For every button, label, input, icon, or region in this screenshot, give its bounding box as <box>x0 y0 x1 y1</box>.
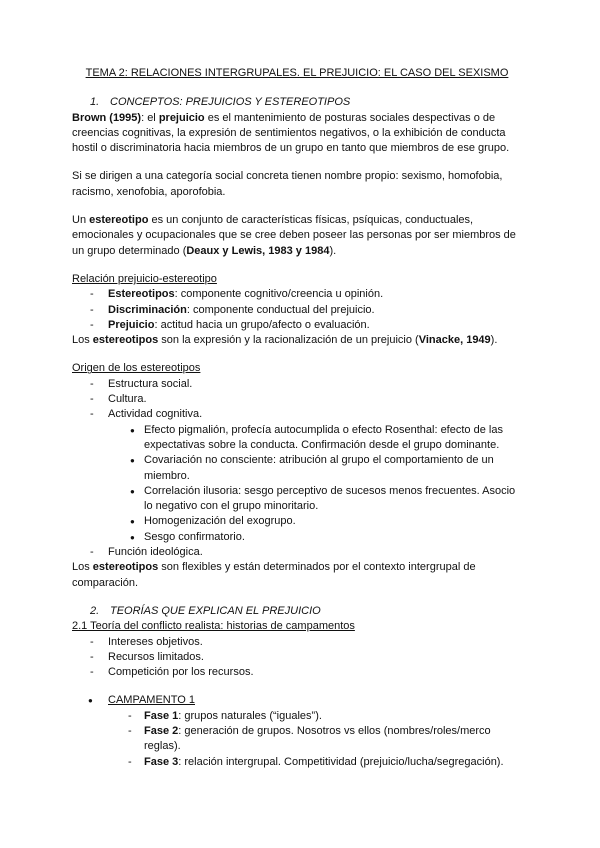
term: estereotipos <box>92 334 159 347</box>
text: Los <box>72 334 93 347</box>
text: son flexibles y están determinados por el contexto intergrupal de comparación. <box>72 561 476 589</box>
term: estereotipos <box>92 561 159 574</box>
paragraph-vinacke <box>72 333 522 348</box>
list-actividad-cognitiva <box>72 423 522 545</box>
term: Discriminación <box>108 303 187 316</box>
section-2-title: TEORÍAS QUE EXPLICAN EL PREJUICIO <box>110 604 321 617</box>
document-title: TEMA 2: RELACIONES INTERGRUPALES. EL PREJUICIO: EL CASO DEL SEXISMO <box>85 67 509 79</box>
list-origen <box>72 377 522 423</box>
list-item <box>72 318 522 333</box>
list-conflicto <box>72 635 522 681</box>
list-item: - Estructura social. <box>72 377 522 392</box>
heading-origen: Origen de los estereotipos <box>72 362 201 375</box>
list-item: - Actividad cognitiva. <box>72 407 522 422</box>
text: son la expresión y la racionalización de un prejuicio ( <box>158 334 419 347</box>
section-1-number: 1. <box>90 96 100 109</box>
list-item: - Competición por los recursos. <box>72 665 522 680</box>
text: : componente conductual del prejuicio. <box>186 303 375 316</box>
section-1-heading <box>90 95 522 110</box>
citation-vinacke: Vinacke, 1949 <box>418 334 491 347</box>
section-2-heading <box>90 604 522 619</box>
list-campamento <box>72 693 522 708</box>
text: Un <box>72 214 90 227</box>
term: Fase 1 <box>144 709 179 722</box>
citation-deaux: Deaux y Lewis, 1983 y 1984 <box>186 244 330 257</box>
term: Fase 3 <box>144 755 179 768</box>
list-item <box>72 709 522 724</box>
list-item: - Recursos limitados. <box>72 650 522 665</box>
list-item: - Función ideológica. <box>72 545 522 560</box>
term: Prejuicio <box>108 318 155 331</box>
heading-campamento-1: ● CAMPAMENTO 1 <box>72 693 522 708</box>
text: es un conjunto de características físicas, psíquicas, conductuales, emocionales y ocupacionales que se cree deben poseer las personas por ser miembros de un grupo determinado ( <box>72 214 516 257</box>
section-2-number: 2. <box>90 604 100 617</box>
term: Estereotipos <box>108 288 175 301</box>
document-page <box>72 66 522 770</box>
list-item: - Intereses objetivos. <box>72 635 522 650</box>
list-item <box>72 303 522 318</box>
term: Fase 2 <box>144 724 179 737</box>
text: Los <box>72 561 93 574</box>
text: : el <box>141 111 159 124</box>
list-item <box>72 755 522 770</box>
text: ). <box>329 244 337 257</box>
list-item: ● Correlación ilusoria: sesgo perceptivo de sucesos menos frecuentes. Asocio lo negativo con el grupo minoritario. <box>72 484 522 515</box>
text: : grupos naturales (“iguales”). <box>178 709 322 722</box>
section-1-title: CONCEPTOS: PREJUICIOS Y ESTEREOTIPOS <box>110 96 351 109</box>
paragraph-flexibles <box>72 560 522 591</box>
text: : componente cognitivo/creencia u opinión. <box>174 288 384 301</box>
text: : actitud hacia un grupo/afecto o evaluación. <box>154 318 370 331</box>
list-item: ● Efecto pigmalión, profecía autocumplida o efecto Rosenthal: efecto de las expectativas sobre la conducta. Confirmación desde el grupo dominante. <box>72 423 522 454</box>
text: es el mantenimiento de posturas sociales despectivas o de creencias cognitivas, la expresión de sentimientos negativos, o la exhibición de conducta hostil o discriminatoria hacia miembros de un grupo en tanto que miembros de ese grupo. <box>72 111 510 155</box>
text: ). <box>490 334 498 347</box>
list-fases <box>72 709 522 770</box>
list-item <box>72 287 522 302</box>
list-item: ● Homogenización del exogrupo. <box>72 514 522 529</box>
citation-brown: Brown (1995) <box>72 111 142 124</box>
term-estereotipo: estereotipo <box>89 214 149 227</box>
term-prejuicio: prejuicio <box>158 111 205 124</box>
heading-conflicto-realista: 2.1 Teoría del conflicto realista: historias de campamentos <box>72 620 355 633</box>
list-origen-last <box>72 545 522 560</box>
list-item: - Cultura. <box>72 392 522 407</box>
text: : generación de grupos. Nosotros vs ellos (nombres/roles/merco reglas). <box>144 724 491 753</box>
list-item: ● Covariación no consciente: atribución al grupo el comportamiento de un miembro. <box>72 453 522 484</box>
list-item: ● Sesgo confirmatorio. <box>72 530 522 545</box>
list-item <box>72 724 522 755</box>
heading-relacion: Relación prejuicio-estereotipo <box>72 272 217 285</box>
text: : relación intergrupal. Competitividad (prejuicio/lucha/segregación). <box>178 755 504 768</box>
paragraph-brown <box>72 111 522 157</box>
paragraph-estereotipo <box>72 213 522 259</box>
list-relacion <box>72 287 522 333</box>
paragraph-categorias: Si se dirigen a una categoría social concreta tienen nombre propio: sexismo, homofobia, racismo, xenofobia, aporofobia. <box>72 170 503 198</box>
